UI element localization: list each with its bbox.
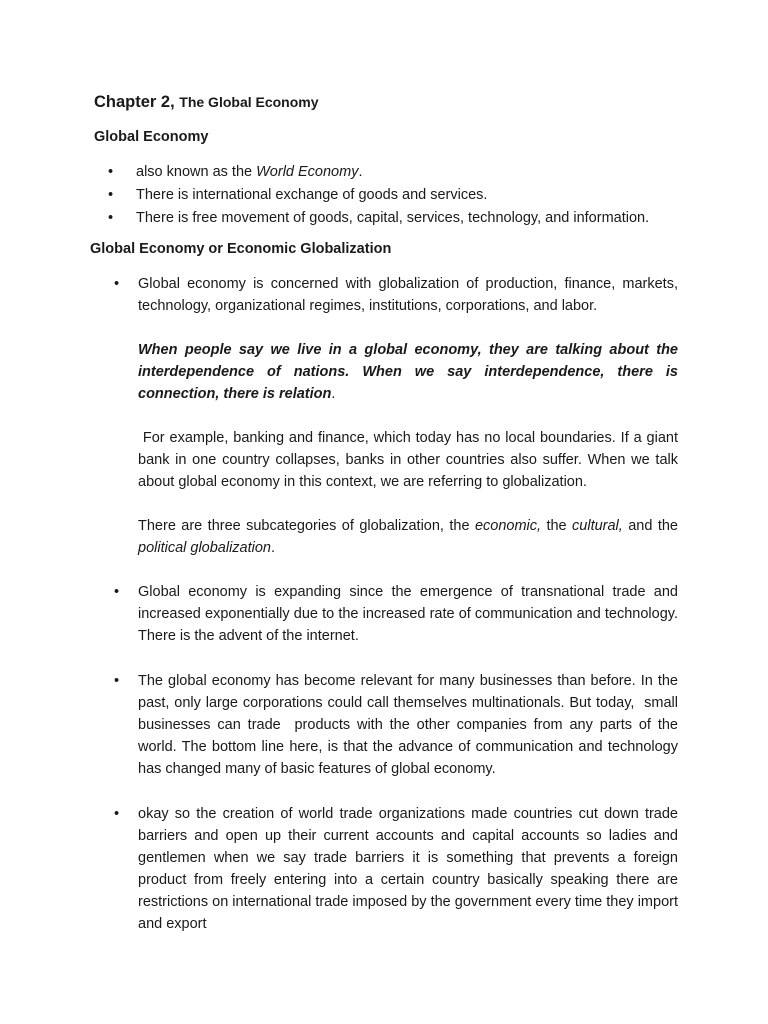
interdependence-emphasis: When people say we live in a global economy, they are talking about the interdependence of nations. When we say interdependence, there is connection, there is relation bbox=[138, 342, 678, 402]
text: . bbox=[271, 540, 276, 556]
bullet-icon: • bbox=[114, 584, 120, 600]
emphasis-economic: economic, bbox=[474, 518, 542, 534]
text: the bbox=[541, 518, 573, 534]
bullet-icon: • bbox=[114, 806, 120, 822]
section-heading-economic-globalization: Global Economy or Economic Globalization bbox=[90, 241, 392, 257]
bullet-icon: • bbox=[114, 276, 120, 292]
text: There are three subcategories of globalization, the bbox=[138, 518, 475, 534]
list-item-text-end: . bbox=[358, 164, 363, 180]
list-item-text: There is free movement of goods, capital, services, technology, and information. bbox=[136, 210, 650, 226]
bullet-icon: • bbox=[114, 673, 120, 689]
list-item bbox=[108, 185, 649, 208]
paragraph-expanding: Global economy is expanding since the emergence of transnational trade and increased exponentially due to the increased rate of communication and technology. There is the advent of the internet. bbox=[138, 584, 678, 644]
list-item-text: also known as the bbox=[136, 164, 257, 180]
paragraph-trade-barriers: okay so the creation of world trade organizations made countries cut down trade barriers and open up their current accounts and capital accounts so ladies and gentlemen when we say trade barriers it is something that prevents a foreign product from freely entering into a certain country basically speaking there are restrictions on international trade imposed by the government every time they import and export bbox=[138, 806, 678, 932]
list-item-emphasis: World Economy bbox=[256, 164, 359, 180]
list-item-text: There is international exchange of goods and services. bbox=[136, 187, 488, 203]
paragraph-subcategories bbox=[138, 515, 678, 559]
interdependence-end: . bbox=[331, 386, 336, 402]
chapter-title bbox=[94, 93, 319, 112]
emphasis-political: political globalization bbox=[138, 540, 271, 556]
bullet-icon: • bbox=[108, 210, 114, 226]
definition-list bbox=[108, 162, 649, 231]
list-item bbox=[108, 208, 649, 231]
paragraph-relevant-businesses: The global economy has become relevant for many businesses than before. In the past, only large corporations could call themselves multinationals. But today, small businesses can trade products with the other companies from any parts of the world. The bottom line here, is that the advance of communication and technology has changed many of basic features of global economy. bbox=[138, 673, 678, 777]
bullet-icon: • bbox=[108, 187, 114, 203]
chapter-label: Chapter 2, bbox=[94, 93, 175, 111]
paragraph-global-economy-concern: Global economy is concerned with globalization of production, finance, markets, technology, organizational regimes, institutions, corporations, and labor. bbox=[138, 276, 678, 314]
bullet-icon: • bbox=[108, 164, 114, 180]
emphasis-cultural: cultural, bbox=[572, 518, 623, 534]
section-heading-global-economy: Global Economy bbox=[94, 129, 209, 145]
list-item bbox=[108, 162, 649, 185]
paragraph-interdependence bbox=[138, 339, 678, 405]
chapter-subtitle: The Global Economy bbox=[179, 94, 319, 110]
text: and the bbox=[622, 518, 678, 534]
paragraph-banking-example: For example, banking and finance, which today has no local boundaries. If a giant bank in one country collapses, banks in other countries also suffer. When we talk about global economy in this context, we are referring to globalization. bbox=[138, 430, 678, 490]
